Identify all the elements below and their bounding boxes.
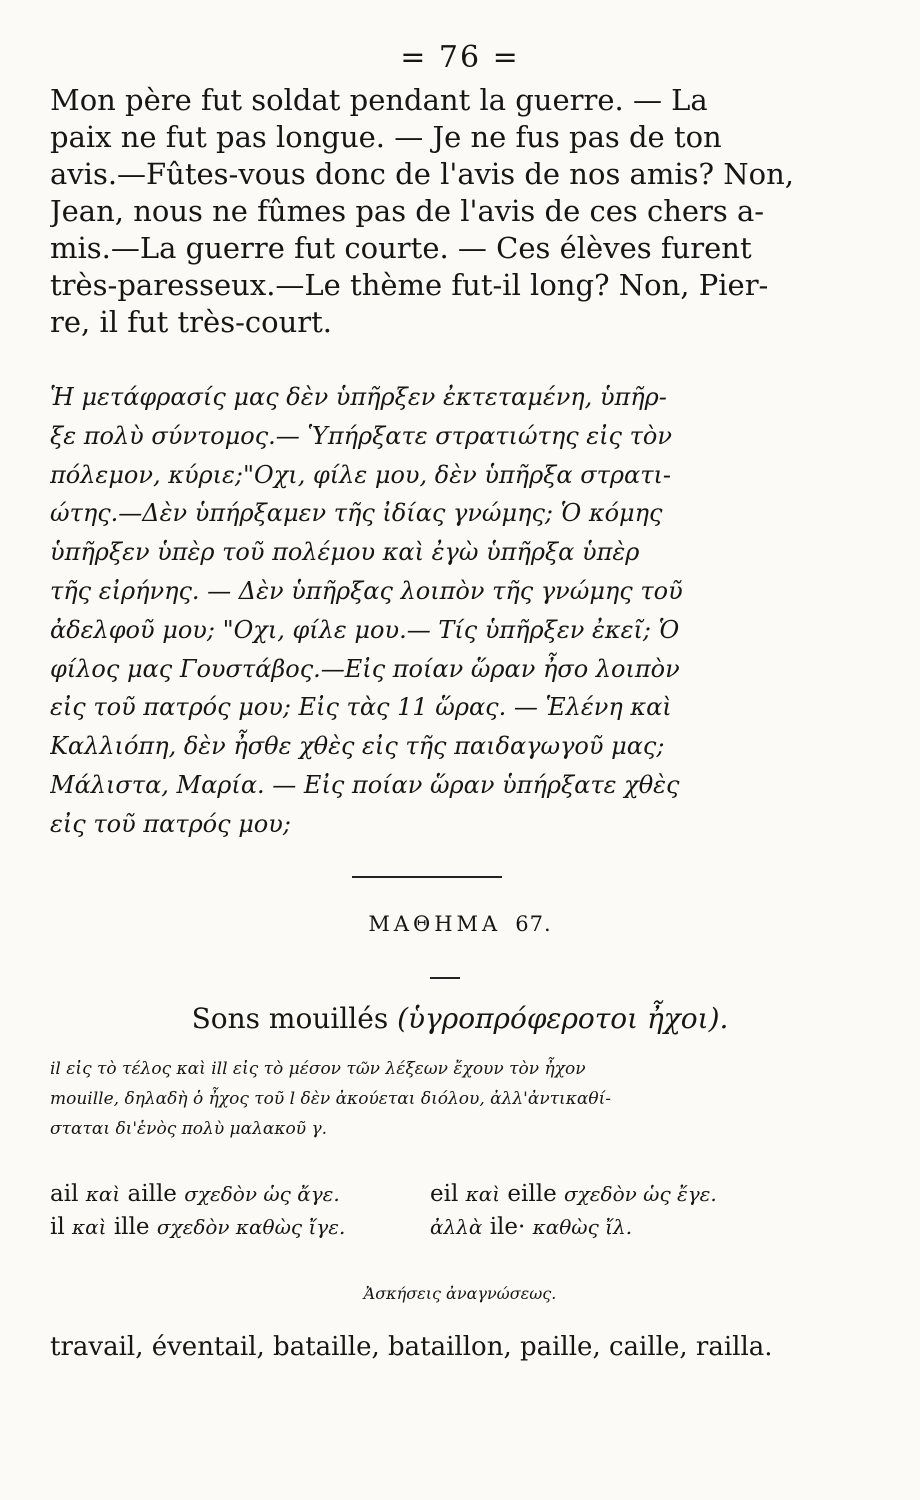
- note-line: il εἰς τὸ τέλος καὶ ill εἰς τὸ μέσον τῶν λέξεων ἔχουν τὸν ἦχον: [50, 1059, 586, 1079]
- text-line: πόλεμον, κύριε;"Οχι, φίλε μου, δὲν ὑπῆρξα στρατι-: [50, 460, 671, 489]
- sound-pair-row: [50, 1178, 840, 1211]
- page-number: = 76 =: [400, 40, 520, 75]
- sound-pair: [50, 1178, 430, 1211]
- sound-gk: καὶ: [85, 1182, 121, 1206]
- text-line: ώτης.—Δὲν ὑπήρξαμεν τῆς ἰδίας γνώμης; Ὁ κόμης: [50, 499, 663, 528]
- pronunciation-note: [50, 1054, 840, 1144]
- sound-gk: καθὼς ἴλ.: [532, 1215, 633, 1239]
- short-divider: [430, 977, 460, 979]
- text-line: Ἡ μετάφρασίς μας δὲν ὑπῆρξεν ἐκτεταμένη, ὑπῆρ-: [50, 383, 667, 411]
- sound-gk: καὶ: [465, 1182, 501, 1206]
- sound-pair-row: [50, 1211, 840, 1244]
- text-line: Mon père fut soldat pendant la guerre. — La: [50, 83, 708, 117]
- greek-exercise: [50, 378, 840, 844]
- sound-pairs: [50, 1178, 840, 1244]
- note-line: mouille, δηλαδὴ ὁ ἦχος τοῦ l δὲν ἀκούεται διόλου, ἀλλ'ἀντικαθί-: [50, 1089, 611, 1109]
- sound-gk: σχεδὸν ὡς ἄγε.: [184, 1182, 340, 1206]
- note-line: σταται δι'ἑνὸς πολὺ μαλακοῦ γ.: [50, 1119, 328, 1139]
- lesson-title: [0, 912, 920, 936]
- text-line: ἀδελφοῦ μου; "Οχι, φίλε μου.— Τίς ὑπῆρξεν ἐκεῖ; Ὁ: [50, 615, 680, 644]
- text-line: Μάλιστα, Μαρία. — Εἰς ποίαν ὥραν ὑπήρξατε χθὲς: [50, 770, 680, 799]
- section-heading: [0, 1002, 920, 1035]
- section-title-french: Sons mouillés: [191, 1002, 389, 1035]
- text-line: φίλος μας Γουστάβος.—Εἰς ποίαν ὥραν ἦσο λοιπὸν: [50, 654, 680, 683]
- text-line: εἰς τοῦ πατρός μου; Εἰς τὰς 11 ὥρας. — Ἑλένη καὶ: [50, 693, 672, 722]
- sound-fr: ile·: [489, 1214, 526, 1240]
- lesson-label: ΜΑΘΗΜΑ: [368, 912, 502, 936]
- sound-gk: σχεδὸν καθὼς ἴγε.: [156, 1215, 346, 1239]
- sound-fr: il: [50, 1214, 65, 1240]
- section-title-greek: (ὑγροπρόφεροτοι ἦχοι).: [397, 1002, 729, 1035]
- sound-fr: aille: [127, 1181, 177, 1207]
- text-line: Καλλιόπη, δὲν ἦσθε χθὲς εἰς τῆς παιδαγωγοῦ μας;: [50, 732, 665, 761]
- text-line: avis.—Fûtes-vous donc de l'avis de nos amis? Non,: [50, 157, 794, 191]
- text-line: mis.—La guerre fut courte. — Ces élèves furent: [50, 231, 752, 265]
- sound-fr: ail: [50, 1181, 79, 1207]
- sound-gk: σχεδὸν ὡς ἔγε.: [564, 1182, 717, 1206]
- text-line: re, il fut très-court.: [50, 305, 332, 339]
- sound-gk: καὶ: [72, 1215, 107, 1239]
- sound-pair: [430, 1211, 810, 1244]
- text-line: très-paresseux.—Le thème fut-il long? Non, Pier-: [50, 268, 769, 302]
- text-line: ξε πολὺ σύντομος.— Ὑπήρξατε στρατιώτης εἰς τὸν: [50, 421, 672, 450]
- text-line: Jean, nous ne fûmes pas de l'avis de ces chers a-: [50, 194, 765, 228]
- sound-pair: [430, 1178, 810, 1211]
- sound-fr: eille: [507, 1181, 557, 1207]
- french-exercise: [50, 82, 840, 341]
- sound-fr: eil: [430, 1181, 459, 1207]
- section-divider: [352, 876, 502, 878]
- sound-fr: ille: [113, 1214, 150, 1240]
- exercises-label: Ἀσκήσεις ἀναγνώσεως.: [363, 1284, 557, 1303]
- text-line: paix ne fut pas longue. — Je ne fus pas de ton: [50, 120, 722, 154]
- sound-pair: [50, 1211, 430, 1244]
- reading-words: travail, éventail, bataille, bataillon, paille, caille, railla.: [50, 1332, 773, 1362]
- text-line: ὑπῆρξεν ὑπὲρ τοῦ πολέμου καὶ ἐγὼ ὑπῆρξα ὑπὲρ: [50, 538, 640, 567]
- sound-gk: ἀλλὰ: [430, 1215, 483, 1239]
- text-line: εἰς τοῦ πατρός μου;: [50, 809, 291, 838]
- text-line: τῆς εἰρήνης. — Δὲν ὑπῆρξας λοιπὸν τῆς γνώμης τοῦ: [50, 576, 683, 605]
- lesson-number: 67.: [515, 912, 552, 936]
